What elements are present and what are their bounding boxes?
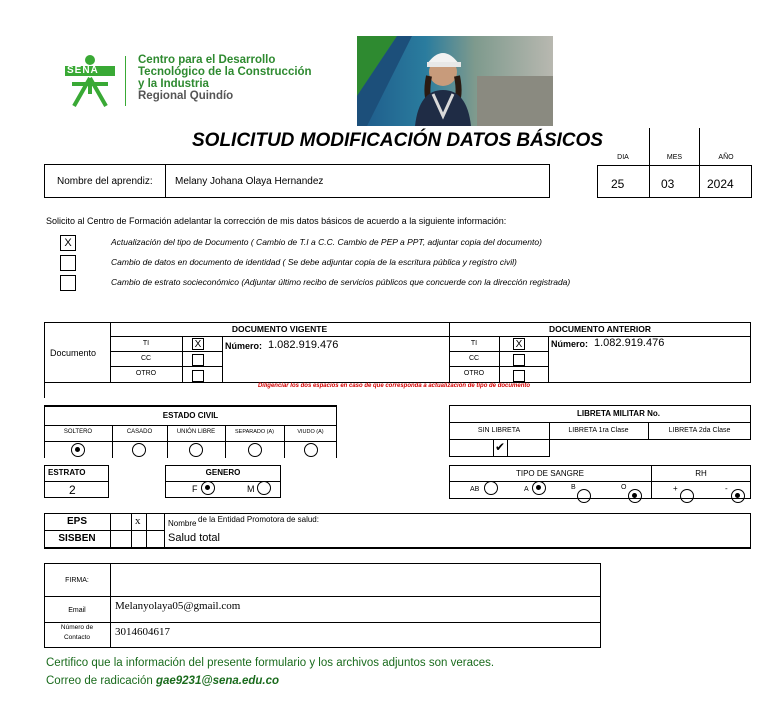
estado-union-radio[interactable] — [189, 443, 203, 457]
anio-value[interactable]: 2024 — [707, 177, 734, 191]
estrato-value[interactable]: 2 — [69, 483, 76, 497]
estado-separado-radio[interactable] — [248, 443, 262, 457]
vigente-cc-checkbox[interactable] — [192, 354, 204, 366]
anterior-type-otro: OTRO — [463, 370, 485, 377]
vigente-numero-label: Número: — [225, 341, 263, 351]
firma-label: FIRMA: — [65, 577, 89, 584]
estado-casado-label: CASADO — [126, 429, 153, 435]
footer-email-line — [46, 675, 279, 687]
estado-soltero-radio[interactable] — [71, 443, 85, 457]
option-1-text: Actualización del tipo de Documento ( Cambio de T.I a C.C. Cambio de PEP a PPT, adjuntar copia del documento) — [111, 237, 542, 247]
vigente-type-otro: OTRO — [135, 370, 157, 377]
estado-separado-label: SEPARADO (A) — [234, 429, 274, 435]
genero-m-radio[interactable] — [257, 481, 271, 495]
anterior-cc-checkbox[interactable] — [513, 354, 525, 366]
eps-checkbox[interactable]: x — [135, 515, 141, 527]
sangre-b-radio[interactable] — [577, 489, 591, 503]
rh-plus-label: + — [673, 484, 678, 493]
footer-certification: Certifico que la información del presente formulario y los archivos adjuntos son veraces. — [46, 657, 495, 669]
estrato-box — [44, 465, 109, 498]
option-3-checkbox[interactable] — [60, 275, 76, 291]
estado-soltero-label: SOLTERO — [63, 429, 93, 435]
genero-title: GENERO — [205, 468, 241, 477]
header-photo — [357, 36, 553, 126]
sangre-box — [449, 465, 751, 499]
eps-table — [44, 513, 751, 550]
estado-viudo-label: VIUDO (A) — [297, 429, 324, 435]
org-line-3: y la Industria — [138, 78, 209, 90]
org-name — [138, 54, 312, 102]
rh-minus-label: - — [725, 484, 728, 493]
vigente-numero-field[interactable]: 1.082.919.476 — [268, 339, 339, 351]
dia-value[interactable]: 25 — [611, 177, 625, 191]
entity-label-prefix: Nombre — [168, 519, 197, 528]
genero-box — [165, 465, 281, 498]
vigente-type-ti: TI — [142, 340, 150, 347]
vigente-title: DOCUMENTO VIGENTE — [231, 324, 328, 334]
student-label: Nombre del aprendiz: — [57, 176, 153, 187]
org-line-4: Regional Quindío — [138, 90, 234, 102]
entity-label: de la Entidad Promotora de salud: — [198, 515, 319, 524]
request-intro: Solicito al Centro de Formación adelantar la corrección de mis datos básicos de acuerdo a la siguiente información: — [46, 216, 507, 226]
option-2-checkbox[interactable] — [60, 255, 76, 271]
entity-value-field[interactable]: Salud total — [168, 532, 220, 544]
phone-field[interactable]: 3014604617 — [115, 626, 170, 638]
vigente-type-cc: CC — [140, 355, 152, 362]
student-name-field[interactable]: Melany Johana Olaya Hernandez — [175, 176, 324, 187]
anterior-title: DOCUMENTO ANTERIOR — [549, 324, 651, 334]
firma-field[interactable] — [111, 564, 600, 596]
estado-civil-title: ESTADO CIVIL — [162, 411, 219, 420]
sena-logo-text: SENA — [67, 65, 99, 76]
date-box — [597, 128, 752, 198]
genero-f-radio[interactable] — [201, 481, 215, 495]
dia-label: DIA — [617, 154, 629, 161]
option-2-text: Cambio de datos en documento de identidad ( Se debe adjuntar copia de la escritura pública y registro civil) — [111, 257, 517, 267]
mes-label: MES — [666, 154, 683, 161]
libreta-table — [449, 405, 751, 457]
anterior-numero-field[interactable]: 1.082.919.476 — [594, 337, 665, 349]
estrato-label: ESTRATO — [48, 468, 86, 477]
estado-union-label: UNIÓN LIBRE — [176, 429, 216, 435]
rh-minus-radio[interactable] — [731, 489, 745, 503]
sena-logo — [64, 54, 116, 108]
libreta-1ra-label: LIBRETA 1ra Clase — [568, 427, 629, 434]
libreta-title: LIBRETA MILITAR No. — [577, 409, 660, 418]
email-field[interactable]: Melanyolaya05@gmail.com — [115, 600, 241, 612]
phone-label-2: Contacto — [63, 634, 91, 641]
estado-civil-table — [44, 405, 337, 458]
sangre-o-radio[interactable] — [628, 489, 642, 503]
genero-m-label: M — [247, 484, 255, 494]
email-label: Email — [68, 607, 86, 614]
documento-table — [44, 322, 751, 398]
footer-email-link[interactable]: gae9231@sena.edu.co — [155, 675, 280, 687]
sangre-o-label: O — [621, 484, 627, 491]
sangre-ab-radio[interactable] — [484, 481, 498, 495]
mes-value[interactable]: 03 — [661, 177, 675, 191]
estado-casado-radio[interactable] — [132, 443, 146, 457]
libreta-2da-label: LIBRETA 2da Clase — [668, 427, 731, 434]
footer-email-prefix: Correo de radicación — [46, 675, 156, 687]
anio-label: AÑO — [718, 154, 734, 161]
vigente-otro-checkbox[interactable] — [192, 370, 204, 382]
sena-logo-icon — [64, 54, 116, 108]
option-3-text: Cambio de estrato socieconómico (Adjuntar último recibo de servicios públicos que concuerde con la dirección registrada) — [111, 277, 571, 287]
org-line-2: Tecnológico de la Construcción — [138, 66, 312, 78]
rh-title: RH — [695, 469, 707, 478]
estado-viudo-radio[interactable] — [304, 443, 318, 457]
documento-label: Documento — [50, 348, 97, 358]
option-1-checkbox[interactable]: X — [60, 235, 76, 251]
student-row — [44, 164, 550, 198]
org-line-1: Centro para el Desarrollo — [138, 54, 276, 66]
contact-table — [44, 563, 601, 648]
genero-f-label: F — [192, 484, 198, 494]
sangre-ab-label: AB — [470, 486, 480, 493]
sangre-a-label: A — [524, 486, 529, 493]
vigente-ti-checkbox[interactable]: X — [192, 338, 204, 350]
libreta-sin-label: SIN LIBRETA — [477, 427, 521, 434]
rh-plus-radio[interactable] — [680, 489, 694, 503]
sangre-a-radio[interactable] — [532, 481, 546, 495]
sangre-title: TIPO DE SANGRE — [515, 469, 584, 478]
anterior-numero-label: Número: — [551, 339, 589, 349]
sangre-b-label: B — [571, 484, 576, 491]
libreta-sin-checkmark[interactable]: ✔ — [495, 440, 506, 454]
anterior-type-ti: TI — [470, 340, 478, 347]
page-title: SOLICITUD MODIFICACIÓN DATOS BÁSICOS — [192, 130, 603, 151]
anterior-type-cc: CC — [468, 355, 480, 362]
anterior-ti-checkbox[interactable]: X — [513, 338, 525, 350]
anterior-otro-checkbox[interactable] — [513, 370, 525, 382]
eps-label: EPS — [66, 516, 87, 527]
phone-label-1: Número de — [60, 624, 94, 631]
sisben-label: SISBEN — [58, 533, 96, 544]
documento-note: Diligenciar los dos espacios en caso de que corresponda a actualización de tipo de documento — [257, 383, 531, 389]
